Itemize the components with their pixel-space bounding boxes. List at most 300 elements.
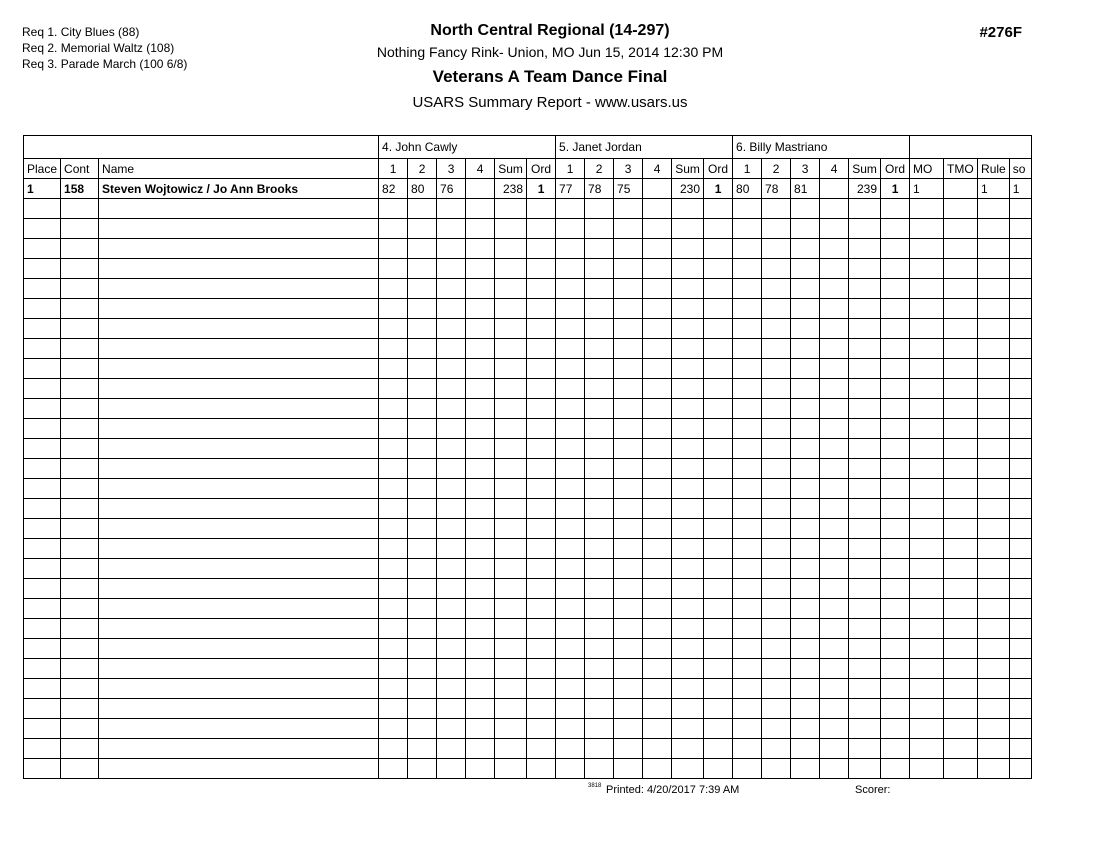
score-cell: 78: [762, 179, 791, 199]
score-cell: [791, 379, 820, 399]
score-cell: [643, 659, 672, 679]
score-cell: [643, 239, 672, 259]
sum-cell: [849, 239, 881, 259]
ord-cell: [527, 419, 556, 439]
tmo-cell: [944, 619, 978, 639]
ord-cell: [881, 299, 910, 319]
score-cell: [820, 699, 849, 719]
sum-cell: [495, 459, 527, 479]
score-cell: [437, 539, 466, 559]
tmo-cell: [944, 679, 978, 699]
table-row-empty: [24, 679, 1032, 699]
score-cell: [614, 379, 643, 399]
ord-cell: [704, 679, 733, 699]
cont-cell: [61, 239, 99, 259]
sum-cell: [849, 399, 881, 419]
ord-cell: [704, 699, 733, 719]
ord-cell: [881, 579, 910, 599]
ord-cell: [881, 739, 910, 759]
event-title: Veterans A Team Dance Final: [432, 67, 668, 86]
score-cell: [556, 459, 585, 479]
ord-cell: [527, 639, 556, 659]
score-cell: [556, 599, 585, 619]
sum-cell: [672, 739, 704, 759]
sum-cell: [672, 679, 704, 699]
ord-cell: [704, 259, 733, 279]
tmo-cell: [944, 379, 978, 399]
place-cell: [24, 279, 61, 299]
sum-cell: [495, 259, 527, 279]
score-cell: [408, 319, 437, 339]
table-row-empty: [24, 639, 1032, 659]
score-cell: [614, 699, 643, 719]
score-cell: [466, 619, 495, 639]
name-cell: [99, 659, 379, 679]
score-cell: 75: [614, 179, 643, 199]
tmo-cell: [944, 639, 978, 659]
mo-cell: [910, 579, 944, 599]
score-cell: [820, 459, 849, 479]
place-cell: [24, 419, 61, 439]
score-cell: [791, 339, 820, 359]
score-cell: [643, 599, 672, 619]
score-cell: [556, 659, 585, 679]
sum-cell: [495, 559, 527, 579]
score-cell: [733, 539, 762, 559]
place-cell: [24, 259, 61, 279]
score-cell: [643, 679, 672, 699]
ord-cell: [881, 499, 910, 519]
ord-cell: 1: [881, 179, 910, 199]
score-cell: [820, 639, 849, 659]
ord-cell: [527, 539, 556, 559]
place-cell: [24, 219, 61, 239]
mo-cell: [910, 759, 944, 779]
ord-cell: [527, 339, 556, 359]
sum-cell: [672, 619, 704, 639]
score-cell: [437, 219, 466, 239]
score-cell: [556, 699, 585, 719]
cont-cell: [61, 519, 99, 539]
score-cell: [820, 319, 849, 339]
table-row-empty: [24, 359, 1032, 379]
mo-cell: [910, 519, 944, 539]
ord-cell: [704, 379, 733, 399]
score-cell: [556, 739, 585, 759]
place-cell: [24, 299, 61, 319]
score-cell: [408, 699, 437, 719]
sum-cell: [849, 459, 881, 479]
sum-cell: [495, 239, 527, 259]
score-cell: [791, 699, 820, 719]
rule-cell: [978, 199, 1010, 219]
score-cell: [733, 219, 762, 239]
score-cell: [408, 719, 437, 739]
score-cell: [585, 479, 614, 499]
sum-cell: [495, 439, 527, 459]
score-cell: [379, 359, 408, 379]
score-cell: [437, 699, 466, 719]
score-cell: [408, 279, 437, 299]
mo-cell: [910, 479, 944, 499]
column-header: 4: [820, 159, 849, 179]
tmo-cell: [944, 459, 978, 479]
place-cell: [24, 399, 61, 419]
place-cell: [24, 679, 61, 699]
score-cell: [791, 619, 820, 639]
score-cell: [437, 259, 466, 279]
score-cell: [408, 579, 437, 599]
column-header: Ord: [881, 159, 910, 179]
sum-cell: 239: [849, 179, 881, 199]
ord-cell: [704, 199, 733, 219]
score-cell: [437, 559, 466, 579]
ord-cell: [881, 219, 910, 239]
score-cell: [437, 299, 466, 319]
score-cell: [466, 719, 495, 739]
ord-cell: [881, 639, 910, 659]
so-cell: [1009, 759, 1031, 779]
score-cell: [408, 239, 437, 259]
sum-cell: [495, 359, 527, 379]
score-cell: [437, 439, 466, 459]
score-cell: [408, 359, 437, 379]
score-cell: [733, 559, 762, 579]
score-cell: [762, 739, 791, 759]
score-cell: [408, 219, 437, 239]
so-cell: [1009, 279, 1031, 299]
sum-cell: [849, 599, 881, 619]
score-cell: [733, 459, 762, 479]
score-cell: [791, 299, 820, 319]
ord-cell: [527, 279, 556, 299]
so-cell: [1009, 639, 1031, 659]
ord-cell: [704, 419, 733, 439]
rule-cell: [978, 359, 1010, 379]
score-cell: [820, 279, 849, 299]
sum-cell: [672, 259, 704, 279]
score-cell: [733, 299, 762, 319]
mo-cell: [910, 679, 944, 699]
score-cell: [762, 519, 791, 539]
score-cell: [733, 239, 762, 259]
score-cell: [379, 539, 408, 559]
sum-cell: [495, 279, 527, 299]
cont-cell: [61, 739, 99, 759]
score-cell: [408, 599, 437, 619]
score-cell: [437, 239, 466, 259]
ord-cell: [704, 319, 733, 339]
place-cell: [24, 659, 61, 679]
tmo-cell: [944, 659, 978, 679]
ord-cell: [704, 459, 733, 479]
score-cell: [379, 239, 408, 259]
name-cell: [99, 359, 379, 379]
sum-cell: [495, 199, 527, 219]
score-cell: [466, 399, 495, 419]
sum-cell: [495, 219, 527, 239]
score-cell: [556, 299, 585, 319]
sum-cell: [495, 539, 527, 559]
mo-cell: [910, 559, 944, 579]
sum-cell: [672, 599, 704, 619]
table-row-empty: [24, 239, 1032, 259]
name-cell: [99, 619, 379, 639]
score-cell: [643, 499, 672, 519]
place-cell: [24, 639, 61, 659]
score-cell: [379, 439, 408, 459]
place-cell: [24, 239, 61, 259]
score-cell: [614, 239, 643, 259]
sum-cell: [849, 579, 881, 599]
sum-cell: [849, 279, 881, 299]
score-cell: [762, 579, 791, 599]
so-cell: [1009, 399, 1031, 419]
score-cell: [791, 479, 820, 499]
mo-cell: [910, 319, 944, 339]
score-cell: [791, 539, 820, 559]
place-cell: [24, 599, 61, 619]
score-cell: [643, 299, 672, 319]
rule-cell: [978, 539, 1010, 559]
score-cell: [733, 479, 762, 499]
sum-cell: [672, 539, 704, 559]
ord-cell: [881, 559, 910, 579]
tmo-cell: [944, 579, 978, 599]
score-cell: [614, 499, 643, 519]
tmo-cell: [944, 699, 978, 719]
score-cell: [820, 719, 849, 739]
sum-cell: [672, 759, 704, 779]
table-row-empty: [24, 659, 1032, 679]
rule-cell: [978, 719, 1010, 739]
sum-cell: [672, 519, 704, 539]
sum-cell: [495, 599, 527, 619]
score-cell: [733, 319, 762, 339]
score-cell: [408, 399, 437, 419]
score-cell: [643, 719, 672, 739]
column-header: 2: [762, 159, 791, 179]
name-cell: [99, 299, 379, 319]
ord-cell: [527, 599, 556, 619]
sum-cell: [495, 519, 527, 539]
sum-cell: [672, 439, 704, 459]
score-cell: [762, 559, 791, 579]
score-cell: [556, 519, 585, 539]
score-cell: [643, 339, 672, 359]
score-cell: [791, 459, 820, 479]
ord-cell: [704, 599, 733, 619]
tmo-cell: [944, 319, 978, 339]
ord-cell: [881, 479, 910, 499]
score-cell: [408, 759, 437, 779]
score-cell: [643, 559, 672, 579]
score-cell: [437, 719, 466, 739]
score-cell: [643, 359, 672, 379]
score-cell: [614, 739, 643, 759]
ord-cell: [704, 299, 733, 319]
sum-cell: [495, 659, 527, 679]
score-cell: [466, 239, 495, 259]
score-cell: [585, 579, 614, 599]
ord-cell: [704, 539, 733, 559]
ord-cell: [527, 679, 556, 699]
table-row-empty: [24, 599, 1032, 619]
sum-cell: [672, 299, 704, 319]
ord-cell: [881, 759, 910, 779]
score-cell: 80: [733, 179, 762, 199]
score-cell: [556, 419, 585, 439]
score-cell: [379, 759, 408, 779]
sum-cell: [849, 639, 881, 659]
rule-cell: [978, 459, 1010, 479]
rule-cell: [978, 279, 1010, 299]
table-row-empty: [24, 719, 1032, 739]
column-header: Place: [24, 159, 61, 179]
name-cell: [99, 639, 379, 659]
score-cell: [820, 339, 849, 359]
score-cell: [408, 199, 437, 219]
rule-cell: [978, 339, 1010, 359]
ord-cell: [881, 399, 910, 419]
column-header: 1: [379, 159, 408, 179]
rule-cell: [978, 679, 1010, 699]
sum-cell: [495, 699, 527, 719]
place-cell: [24, 579, 61, 599]
score-cell: [466, 519, 495, 539]
score-cell: [791, 679, 820, 699]
score-cell: [379, 479, 408, 499]
score-cell: [556, 399, 585, 419]
score-cell: [820, 239, 849, 259]
ord-cell: [881, 439, 910, 459]
score-cell: [408, 499, 437, 519]
score-cell: [614, 599, 643, 619]
ord-cell: [527, 319, 556, 339]
so-cell: [1009, 539, 1031, 559]
score-cell: [733, 619, 762, 639]
ord-cell: [527, 359, 556, 379]
score-cell: [585, 499, 614, 519]
score-cell: [408, 739, 437, 759]
score-cell: [437, 399, 466, 419]
score-cell: [733, 679, 762, 699]
place-cell: [24, 559, 61, 579]
score-cell: [437, 319, 466, 339]
score-cell: [614, 559, 643, 579]
ord-cell: [527, 579, 556, 599]
score-cell: [762, 299, 791, 319]
score-cell: [379, 339, 408, 359]
name-cell: [99, 719, 379, 739]
score-cell: [733, 399, 762, 419]
score-cell: [762, 759, 791, 779]
name-cell: [99, 259, 379, 279]
score-cell: [643, 519, 672, 539]
ord-cell: [527, 379, 556, 399]
score-cell: [733, 259, 762, 279]
score-cell: [585, 519, 614, 539]
mo-cell: [910, 359, 944, 379]
tmo-cell: [944, 259, 978, 279]
cont-cell: [61, 659, 99, 679]
place-cell: [24, 739, 61, 759]
score-cell: [379, 399, 408, 419]
score-cell: [556, 259, 585, 279]
score-cell: [466, 699, 495, 719]
score-cell: [408, 479, 437, 499]
score-cell: [733, 599, 762, 619]
so-cell: [1009, 319, 1031, 339]
place-cell: [24, 359, 61, 379]
rule-cell: [978, 239, 1010, 259]
cont-cell: [61, 559, 99, 579]
ord-cell: [704, 619, 733, 639]
score-cell: [379, 219, 408, 239]
rule-cell: 1: [978, 179, 1010, 199]
score-cell: [585, 299, 614, 319]
column-header: Sum: [672, 159, 704, 179]
ord-cell: [527, 219, 556, 239]
score-cell: [791, 259, 820, 279]
sum-cell: [849, 559, 881, 579]
sum-cell: [672, 479, 704, 499]
score-cell: [820, 599, 849, 619]
ord-cell: [704, 499, 733, 519]
table-row-empty: [24, 699, 1032, 719]
score-cell: [733, 759, 762, 779]
score-cell: [791, 559, 820, 579]
score-cell: [466, 219, 495, 239]
table-row-empty: [24, 299, 1032, 319]
so-cell: [1009, 479, 1031, 499]
cont-cell: [61, 499, 99, 519]
sum-cell: [495, 419, 527, 439]
score-cell: [791, 319, 820, 339]
rule-cell: [978, 379, 1010, 399]
score-cell: [820, 759, 849, 779]
score-cell: [791, 659, 820, 679]
tmo-cell: [944, 299, 978, 319]
score-cell: [379, 299, 408, 319]
score-cell: [820, 659, 849, 679]
mo-cell: [910, 199, 944, 219]
score-cell: [643, 199, 672, 219]
score-cell: [820, 199, 849, 219]
score-cell: [762, 419, 791, 439]
cont-cell: [61, 359, 99, 379]
table-row-empty: [24, 319, 1032, 339]
score-cell: [556, 479, 585, 499]
score-cell: [762, 359, 791, 379]
rule-cell: [978, 739, 1010, 759]
ord-cell: [881, 339, 910, 359]
score-cell: [466, 559, 495, 579]
score-cell: [762, 379, 791, 399]
ord-cell: [527, 739, 556, 759]
score-cell: [614, 219, 643, 239]
table-row-empty: [24, 339, 1032, 359]
mo-cell: [910, 639, 944, 659]
scorer-label: Scorer:: [855, 784, 891, 796]
score-cell: [791, 199, 820, 219]
ord-cell: [704, 219, 733, 239]
score-cell: [379, 279, 408, 299]
sum-cell: [849, 719, 881, 739]
table-row-empty: [24, 579, 1032, 599]
score-cell: [791, 719, 820, 739]
score-cell: [466, 579, 495, 599]
